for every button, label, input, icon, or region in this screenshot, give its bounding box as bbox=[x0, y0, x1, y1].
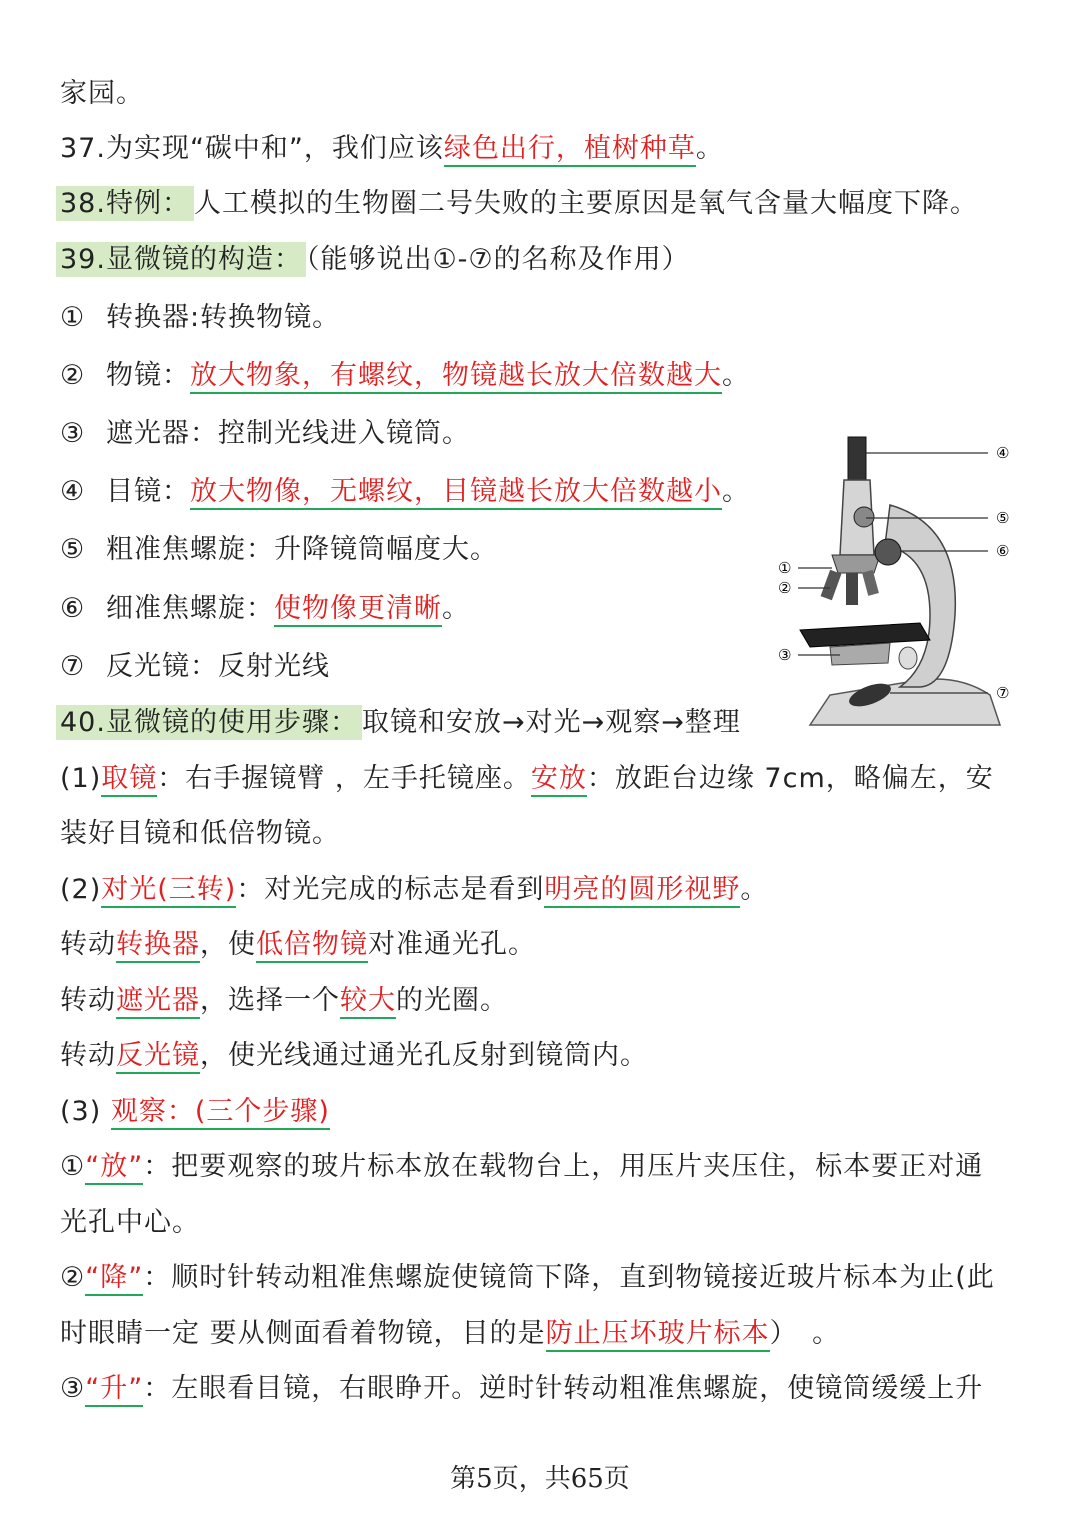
text-line bbox=[60, 814, 340, 854]
text-segment: (1) bbox=[60, 763, 102, 794]
text-segment: ① bbox=[60, 1151, 86, 1182]
text-line bbox=[60, 1203, 200, 1243]
text-segment: 目镜： bbox=[106, 476, 190, 507]
circled-number: ⑦ bbox=[60, 651, 86, 682]
figure-label: ⑤ bbox=[996, 509, 1010, 527]
text-segment: ：把要观察的玻片标本放在载物台上，用压片夹压住，标本要正对通 bbox=[143, 1151, 984, 1182]
figure-label: ③ bbox=[778, 646, 792, 664]
text-segment: ，使 bbox=[200, 929, 256, 960]
knob bbox=[854, 507, 874, 527]
eyepiece bbox=[848, 437, 866, 482]
text-segment: 。 bbox=[722, 360, 750, 391]
step-1 bbox=[60, 759, 994, 799]
highlighted-heading: 38.特例： bbox=[56, 186, 194, 221]
text-segment: 。 bbox=[740, 874, 769, 905]
item-38 bbox=[60, 184, 978, 224]
turn-3 bbox=[60, 1036, 648, 1076]
answer-text: 遮光器 bbox=[116, 985, 200, 1019]
highlighted-heading: 40.显微镜的使用步骤： bbox=[56, 705, 362, 740]
microscope-arm bbox=[885, 505, 955, 687]
text-segment: 家园。 bbox=[60, 78, 144, 109]
circled-number: ⑤ bbox=[60, 534, 86, 565]
text-segment: 遮光器：控制光线进入镜筒。 bbox=[106, 418, 470, 449]
objective bbox=[821, 570, 842, 600]
text-segment: 细准焦螺旋： bbox=[106, 593, 274, 624]
figure-label: ⑥ bbox=[996, 542, 1010, 560]
turn-2 bbox=[60, 981, 508, 1021]
text-segment: 。 bbox=[722, 476, 750, 507]
highlighted-heading: 39.显微镜的构造： bbox=[56, 242, 306, 277]
text-segment: 转动 bbox=[60, 929, 116, 960]
turn-1 bbox=[60, 925, 536, 965]
answer-text: “放” bbox=[85, 1151, 143, 1185]
figure-label: ① bbox=[778, 559, 792, 577]
circled-number: ⑥ bbox=[60, 593, 86, 624]
answer-text: 防止压坏玻片标本 bbox=[546, 1318, 770, 1352]
text-segment: ：顺时针转动粗准焦螺旋使镜筒下降，直到物镜接近玻片标本为止(此 bbox=[143, 1262, 995, 1293]
text-segment: ：右手握镜臂 ，左手托镜座。 bbox=[157, 763, 531, 794]
figure-label: ④ bbox=[996, 444, 1010, 462]
text-segment: ，使光线通过通光孔反射到镜筒内。 bbox=[200, 1040, 648, 1071]
text-segment: 。 bbox=[695, 133, 724, 164]
answer-text: 绿色出行，植树种草 bbox=[444, 133, 696, 167]
text-segment: 物镜： bbox=[106, 360, 190, 391]
stage bbox=[800, 623, 930, 647]
page-footer: 第5页，共65页 bbox=[450, 1464, 630, 1494]
text-segment: 转换器:转换物镜。 bbox=[106, 302, 341, 333]
text-line bbox=[60, 74, 144, 114]
answer-text: 观察：(三个步骤) bbox=[111, 1096, 330, 1130]
observe-2 bbox=[60, 1258, 995, 1298]
text-segment: ） 。 bbox=[769, 1318, 841, 1349]
text-segment: 转动 bbox=[60, 1040, 116, 1071]
text-segment: ② bbox=[60, 1262, 86, 1293]
circled-number: ① bbox=[60, 302, 86, 333]
answer-text: 反光镜 bbox=[116, 1040, 200, 1074]
answer-text: 取镜 bbox=[101, 763, 157, 797]
step-2 bbox=[60, 870, 768, 910]
text-segment: 取镜和安放→对光→观察→整理 bbox=[361, 707, 741, 738]
text-segment: ：放距台边缘 7cm，略偏左，安 bbox=[586, 763, 994, 794]
text-segment: 37.为实现“碳中和”，我们应该 bbox=[60, 133, 444, 164]
text-segment: 的光圈。 bbox=[396, 985, 508, 1016]
text-segment: （能够说出①-⑦的名称及作用） bbox=[305, 244, 690, 275]
text-segment: 人工模拟的生物圈二号失败的主要原因是氧气含量大幅度下降。 bbox=[193, 188, 978, 219]
fine-focus bbox=[899, 647, 917, 669]
part-4 bbox=[60, 472, 750, 512]
text-segment: 光孔中心。 bbox=[60, 1207, 200, 1238]
answer-text: 转换器 bbox=[116, 929, 200, 963]
coarse-focus-knob bbox=[875, 539, 901, 565]
text-segment: ，选择一个 bbox=[200, 985, 340, 1016]
circled-number: ③ bbox=[60, 418, 86, 449]
text-segment: 时眼睛一定 要从侧面看着物镜，目的是 bbox=[60, 1318, 546, 1349]
stage-support bbox=[830, 643, 890, 665]
answer-text: “降” bbox=[85, 1262, 143, 1296]
text-segment: 装好目镜和低倍物镜。 bbox=[60, 818, 340, 849]
text-segment: 粗准焦螺旋：升降镜筒幅度大。 bbox=[106, 534, 498, 565]
text-segment: 反光镜：反射光线 bbox=[106, 651, 330, 682]
answer-text: 安放 bbox=[531, 763, 587, 797]
part-2 bbox=[60, 356, 750, 396]
answer-text: “升” bbox=[85, 1373, 143, 1407]
observe-1 bbox=[60, 1147, 983, 1187]
circled-number: ② bbox=[60, 360, 86, 391]
step-3 bbox=[60, 1092, 330, 1132]
answer-text: 放大物像，无螺纹，目镜越长放大倍数越小 bbox=[190, 476, 722, 510]
objective bbox=[846, 573, 858, 605]
microscope-figure bbox=[770, 425, 1020, 745]
part-3 bbox=[60, 414, 470, 454]
answer-text: 放大物象，有螺纹，物镜越长放大倍数越大 bbox=[190, 360, 722, 394]
objective bbox=[862, 570, 879, 596]
text-segment: (2) bbox=[60, 874, 102, 905]
text-segment: ③ bbox=[60, 1373, 86, 1404]
part-7 bbox=[60, 647, 330, 687]
text-segment: 。 bbox=[442, 593, 470, 624]
text-segment: 对准通光孔。 bbox=[368, 929, 536, 960]
item-37 bbox=[60, 129, 724, 169]
text-segment: ：左眼看目镜，右眼睁开。逆时针转动粗准焦螺旋，使镜筒缓缓上升 bbox=[143, 1373, 984, 1404]
figure-label: ⑦ bbox=[996, 684, 1010, 702]
answer-text: 低倍物镜 bbox=[256, 929, 368, 963]
item-39 bbox=[60, 240, 690, 280]
answer-text: 对光(三转) bbox=[101, 874, 236, 908]
text-segment: ：对光完成的标志是看到 bbox=[236, 874, 545, 905]
answer-text: 较大 bbox=[340, 985, 396, 1019]
part-5 bbox=[60, 530, 498, 570]
part-6 bbox=[60, 589, 470, 629]
text-segment: 转动 bbox=[60, 985, 116, 1016]
item-40 bbox=[60, 703, 741, 743]
text-line bbox=[60, 1314, 840, 1354]
answer-text: 使物像更清晰 bbox=[274, 593, 442, 627]
circled-number: ④ bbox=[60, 476, 86, 507]
part-1 bbox=[60, 298, 340, 338]
answer-text: 明亮的圆形视野 bbox=[544, 874, 740, 908]
figure-label: ② bbox=[778, 579, 792, 597]
text-segment: (3) bbox=[60, 1096, 102, 1127]
observe-3 bbox=[60, 1369, 983, 1409]
